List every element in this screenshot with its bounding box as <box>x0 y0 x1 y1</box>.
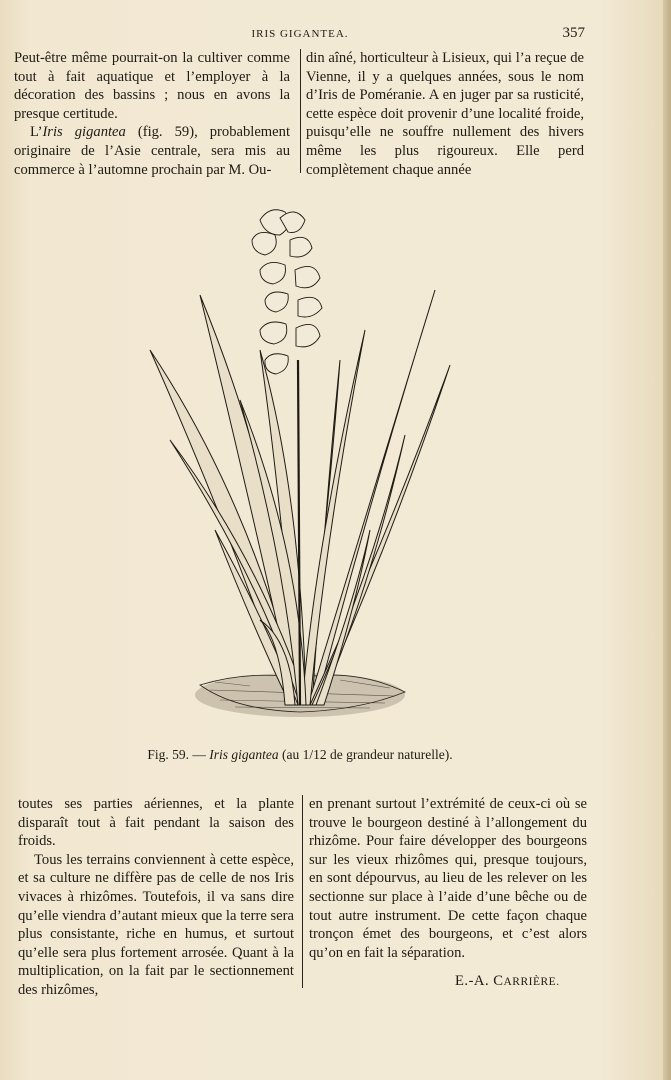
species-name: Iris gigantea <box>42 124 126 141</box>
column-divider <box>300 49 301 173</box>
running-header: IRIS GIGANTEA. <box>251 28 349 40</box>
figure-caption: Fig. 59. — Iris gigantea (au 1/12 de grandeur naturelle). <box>147 747 453 762</box>
paragraph: Peut-être même pourrait-on la cultiver comme tout à fait aquatique et l’employer à la décoration des bassins ; nous en avons la presque certitude. <box>14 50 290 122</box>
bottom-right-column <box>309 795 587 962</box>
caption-species-name: Iris gigantea <box>209 747 279 762</box>
top-left-column <box>14 49 290 179</box>
iris-illustration <box>140 200 470 740</box>
paragraph: en prenant surtout l’extrémité de ceux-ci où se trouve le bourgeon destiné à l’allongement du rhizôme. Pour faire développer des bourgeons sur les vieux rhizômes qui, presque toujours, en sont dépourvus, au lieu de les relever on les sectionne sur place à l’aide d’une bêche ou de tout autre instrument. De cette façon chaque tronçon émet des bourgeons, et c’est alors qu’on en fait la séparation. <box>309 796 587 961</box>
paragraph: L’Iris gigantea (fig. 59), probablement originaire de l’Asie centrale, sera mis au commerce à l’automne prochain par M. Ou- <box>14 124 290 178</box>
page-number: 357 <box>562 25 585 41</box>
paragraph: toutes ses parties aériennes, et la plante disparaît tout à fait pendant la saison des froids. <box>18 796 294 850</box>
paragraph: Tous les terrains conviennent à cette espèce, et sa culture ne diffère pas de celle de nos Iris vivaces à rhizômes. Toutefois, il va sans dire qu’elle viendra d’autant mieux que la terre sera plus consistante, riche en humus, et surtout qu’elle sera plus fortement arrosée. Quant à la multiplication, on la fait par le sectionnement des rhizômes, <box>18 851 294 998</box>
top-right-column <box>306 49 584 179</box>
flower-spike <box>252 210 322 374</box>
bottom-left-column <box>18 795 294 1000</box>
book-spine-edge <box>663 0 671 1080</box>
paragraph: din aîné, horticulteur à Lisieux, qui l’a reçue de Vienne, il y a quelques années, sous le nom d’Iris de Poméranie. A en juger par sa rusticité, cette espèce doit provenir d’une localité froide, puisqu’elle ne souffre nullement des hivers même les plus rigoureux. Elle perd complètement chaque année <box>306 50 584 178</box>
author-signature: E.-A. CARRIÈRE. <box>455 973 560 989</box>
column-divider <box>302 795 303 988</box>
